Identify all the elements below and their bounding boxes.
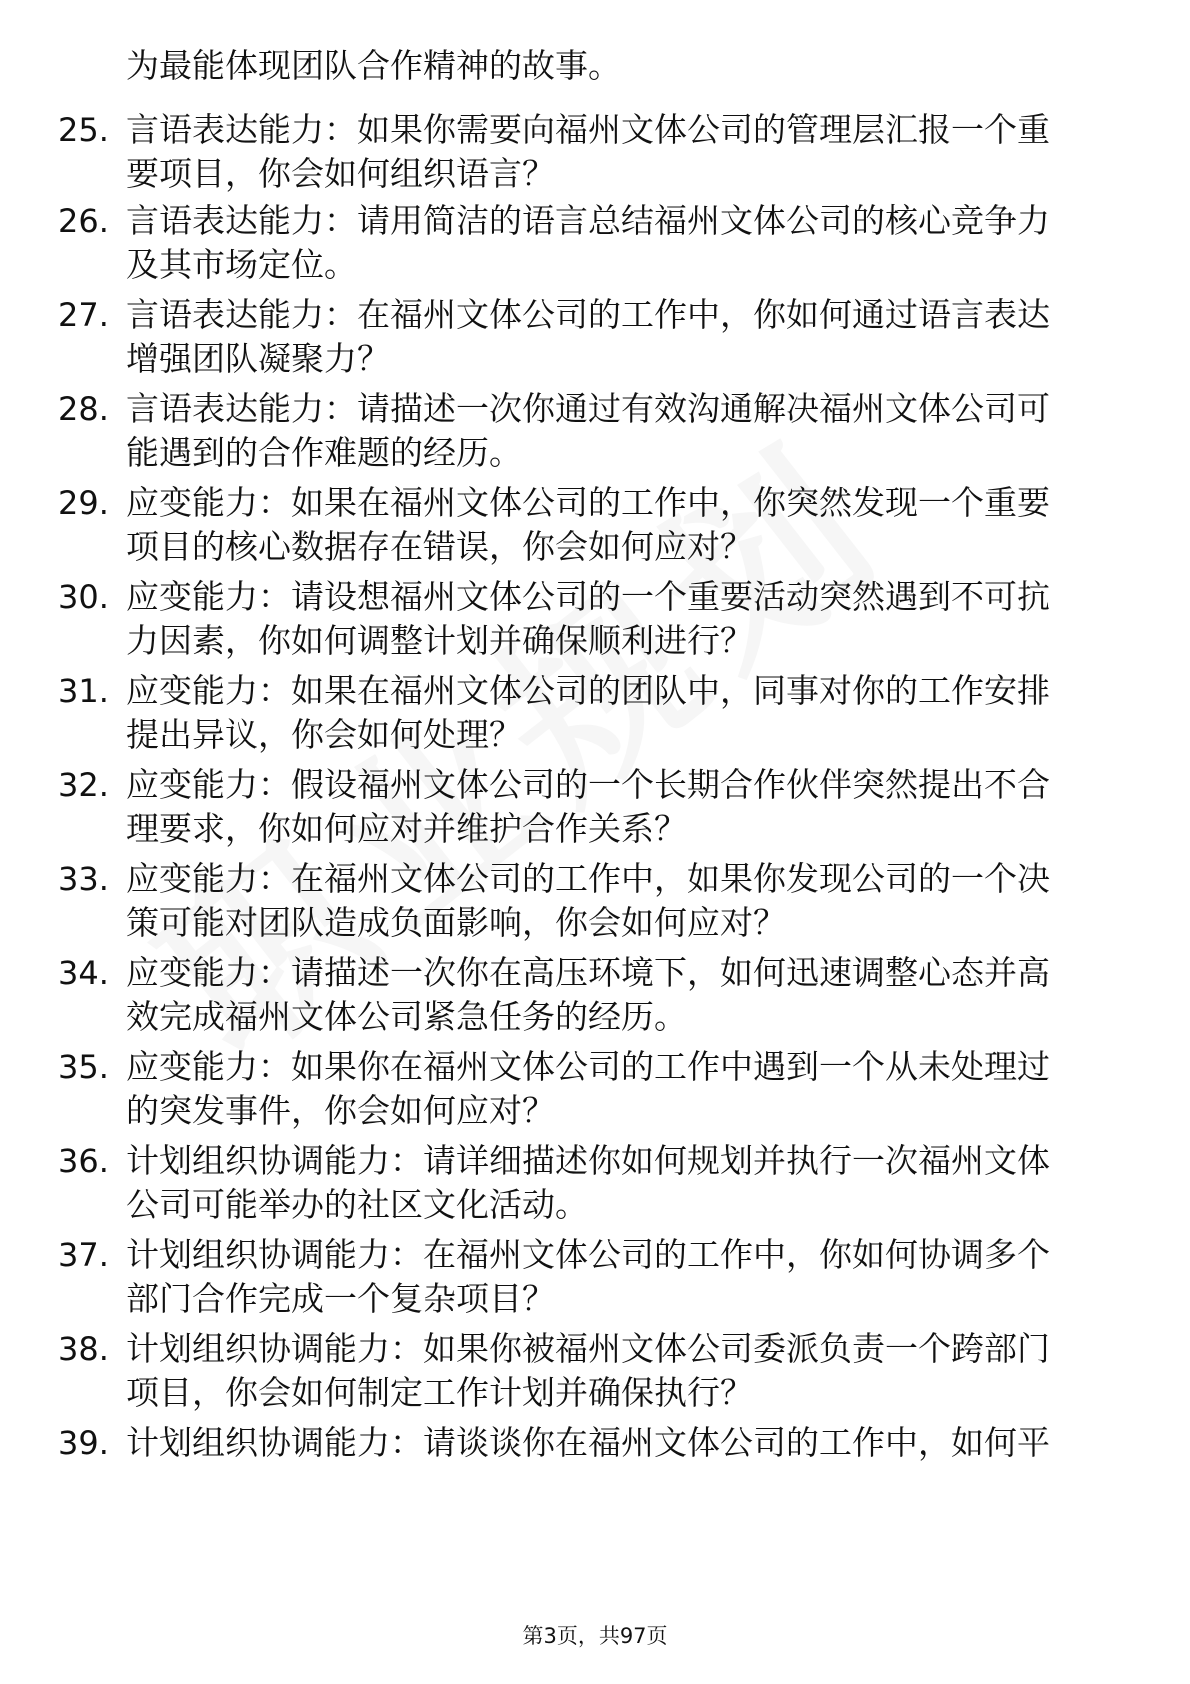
question-line: 言语表达能力：请用简洁的语言总结福州文体公司的核心竞争力 — [126, 201, 1050, 240]
question-number: 33. — [58, 860, 109, 898]
question-line: 言语表达能力：如果你需要向福州文体公司的管理层汇报一个重 — [126, 110, 1050, 149]
question-line: 计划组织协调能力：如果你被福州文体公司委派负责一个跨部门 — [126, 1329, 1050, 1368]
question-number: 35. — [58, 1048, 109, 1086]
question-text — [126, 293, 1126, 381]
question-text — [126, 857, 1126, 945]
question-text — [126, 669, 1126, 757]
question-number: 28. — [58, 390, 109, 428]
question-line: 策可能对团队造成负面影响，你会如何应对？ — [126, 903, 786, 942]
question-number: 37. — [58, 1236, 109, 1274]
question-text — [126, 1045, 1126, 1133]
question-line: 力因素，你如何调整计划并确保顺利进行？ — [126, 621, 753, 660]
question-text — [126, 387, 1126, 475]
question-text — [126, 575, 1126, 663]
question-line: 部门合作完成一个复杂项目？ — [126, 1279, 555, 1318]
question-number: 38. — [58, 1330, 109, 1368]
question-line: 能遇到的合作难题的经历。 — [126, 433, 522, 472]
question-line: 应变能力：请设想福州文体公司的一个重要活动突然遇到不可抗 — [126, 577, 1050, 616]
question-line: 及其市场定位。 — [126, 245, 357, 284]
question-number: 30. — [58, 578, 109, 616]
page-footer: 第3页，共97页 — [522, 1624, 668, 1648]
question-number: 29. — [58, 484, 109, 522]
question-text — [126, 1233, 1126, 1321]
question-line: 应变能力：请描述一次你在高压环境下，如何迅速调整心态并高 — [126, 953, 1050, 992]
question-line: 理要求，你如何应对并维护合作关系？ — [126, 809, 687, 848]
question-line: 应变能力：如果你在福州文体公司的工作中遇到一个从未处理过 — [126, 1047, 1050, 1086]
question-text — [126, 108, 1126, 196]
question-text — [126, 1327, 1126, 1415]
question-line: 计划组织协调能力：请详细描述你如何规划并执行一次福州文体 — [126, 1141, 1050, 1180]
question-line: 的突发事件，你会如何应对？ — [126, 1091, 555, 1130]
question-line: 项目的核心数据存在错误，你会如何应对？ — [126, 527, 753, 566]
question-line: 言语表达能力：在福州文体公司的工作中，你如何通过语言表达 — [126, 295, 1050, 334]
question-text — [126, 763, 1126, 851]
question-text — [126, 481, 1126, 569]
question-line: 计划组织协调能力：在福州文体公司的工作中，你如何协调多个 — [126, 1235, 1050, 1274]
question-line: 应变能力：在福州文体公司的工作中，如果你发现公司的一个决 — [126, 859, 1050, 898]
continuation-text: 为最能体现团队合作精神的故事。 — [126, 46, 621, 85]
question-line: 应变能力：如果在福州文体公司的团队中，同事对你的工作安排 — [126, 671, 1050, 710]
question-line: 提出异议，你会如何处理？ — [126, 715, 522, 754]
question-text — [126, 1421, 1126, 1465]
question-number: 36. — [58, 1142, 109, 1180]
question-text — [126, 1139, 1126, 1227]
question-number: 34. — [58, 954, 109, 992]
question-number: 32. — [58, 766, 109, 804]
question-number: 31. — [58, 672, 109, 710]
question-line: 计划组织协调能力：请谈谈你在福州文体公司的工作中，如何平 — [126, 1423, 1050, 1462]
question-line: 言语表达能力：请描述一次你通过有效沟通解决福州文体公司可 — [126, 389, 1050, 428]
question-line: 增强团队凝聚力？ — [126, 339, 390, 378]
question-line: 应变能力：假设福州文体公司的一个长期合作伙伴突然提出不合 — [126, 765, 1050, 804]
question-number: 39. — [58, 1424, 109, 1462]
question-line: 要项目，你会如何组织语言？ — [126, 154, 555, 193]
question-number: 26. — [58, 202, 109, 240]
question-text — [126, 199, 1126, 287]
question-line: 效完成福州文体公司紧急任务的经历。 — [126, 997, 687, 1036]
question-line: 项目，你会如何制定工作计划并确保执行？ — [126, 1373, 753, 1412]
question-line: 公司可能举办的社区文化活动。 — [126, 1185, 588, 1224]
question-number: 25. — [58, 111, 109, 149]
question-line: 应变能力：如果在福州文体公司的工作中，你突然发现一个重要 — [126, 483, 1050, 522]
question-text — [126, 951, 1126, 1039]
question-number: 27. — [58, 296, 109, 334]
